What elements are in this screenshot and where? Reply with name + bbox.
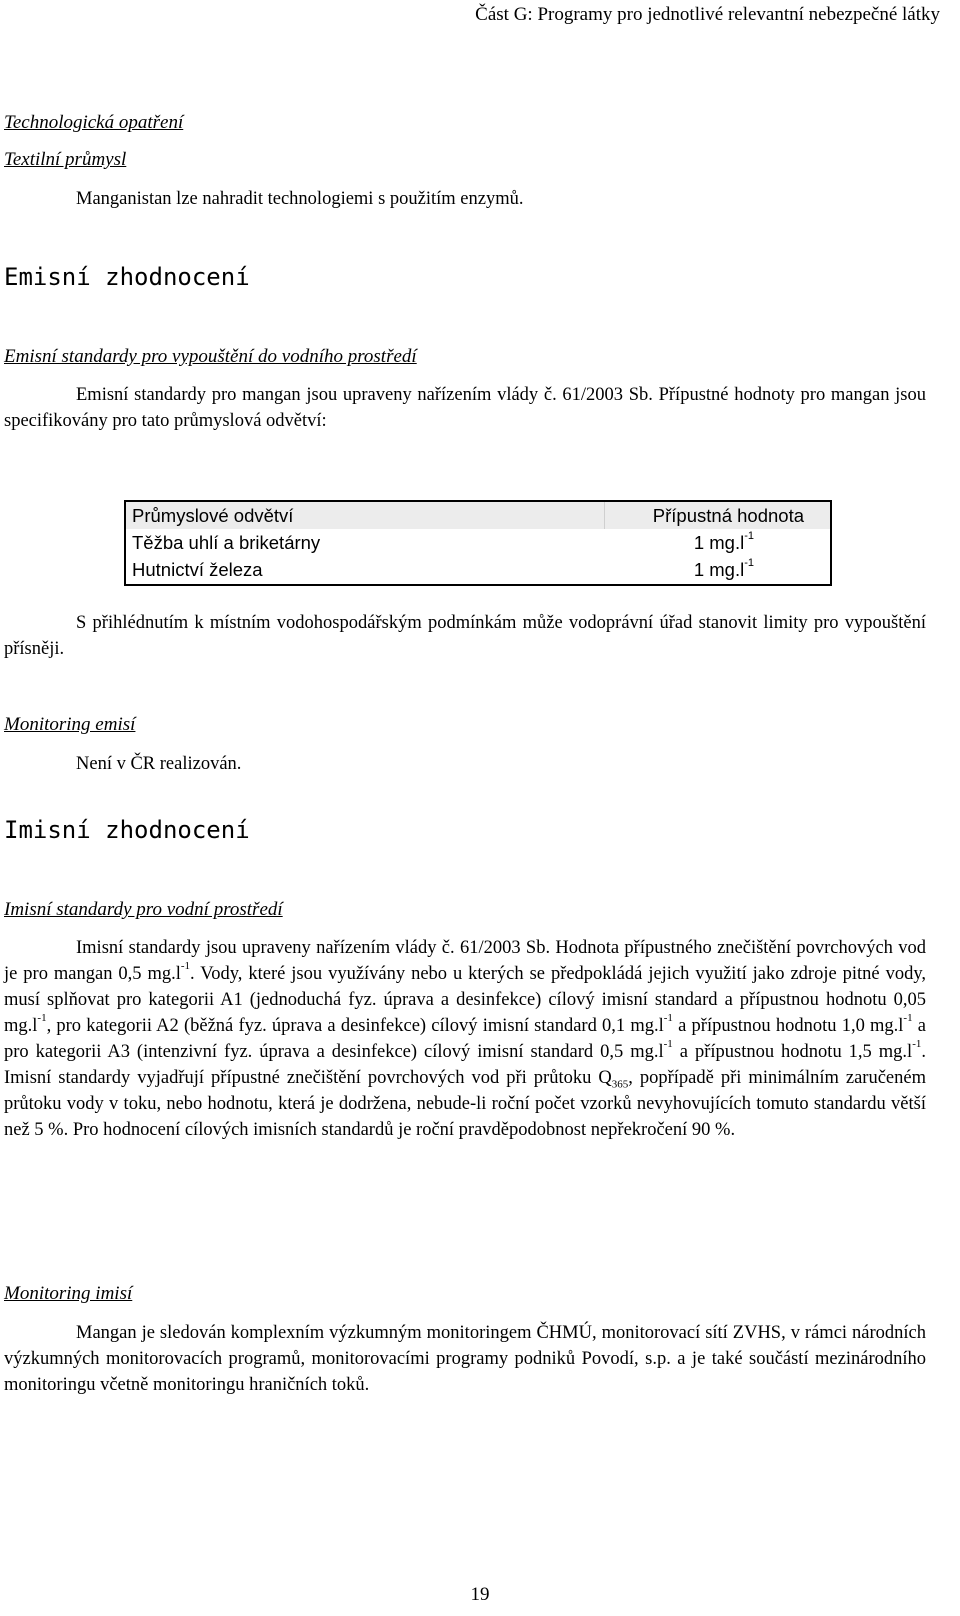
emission-limits-table [124,500,832,586]
table-cell-limit: 1 $mg.l^{-1}$ [693,556,754,580]
paragraph-neni-realizovan: Není v ČR realizován. [76,754,242,774]
subheading-textilni-prumysl: Textilní průmysl [4,149,127,170]
heading-emisni-zhodnoceni: Emisní zhodnocení [4,263,250,291]
table-row [126,529,830,556]
table-column-divider [604,502,605,529]
table-header-limit: Přípustná hodnota [652,505,804,526]
paragraph-emisni-standardy: Emisní standardy pro mangan jsou upraveny nařízením vlády č. 61/2003 Sb. Přípustné hodnoty pro mangan jsou specifikovány pro tato průmyslová odvětví: [4,385,926,431]
table-row [126,556,830,583]
subheading-imisni-standardy: Imisní standardy pro vodní prostředí [4,899,283,920]
table-cell-industry: Těžba uhlí a briketárny [132,532,321,553]
table-header-industry: Průmyslové odvětví [132,505,294,526]
subheading-monitoring-emisi: Monitoring emisí [4,714,136,735]
table-cell-industry: Hutnictví železa [132,559,263,580]
paragraph-manganistan: Manganistan lze nahradit technologiemi s použitím enzymů. [76,189,524,209]
page-header: Část G: Programy pro jednotlivé relevantní nebezpečné látky [475,4,940,25]
paragraph-imisni-standardy: Imisní standardy jsou upraveny nařízením vlády č. 61/2003 Sb. Hodnota přípustného znečištění povrchových vod je pro mangan 0,5 $mg.l^{-1}$. Vody, které jsou využívány nebo u kterých se předpokládá jejich využití jako zdroje pitné vody, musí splňovat pro kategorii A1 (jednoduchá fyz. úprava a desinfekce) cílový imisní standard a přípustnou hodnotu 0,05 $mg.l^{-1}$, pro kategorii A2 (běžná fyz. úprava a desinfekce) cílový imisní standard 0,1 $mg.l^{-1}$ a přípustnou hodnotu 1,0 $mg.l^{-1}$ a pro kategorii A3 (intenzivní fyz. úprava a desinfekce) cílový imisní standard 0,5 $mg.l^{-1}$ a přípustnou hodnotu 1,5 $mg.l^{-1}$. Imisní standardy vyjadřují přípustné znečištění povrchových vod při průtoku $Q_{365}$, popřípadě při minimálním zaručeném průtoku vody v toku, nebo hodnotu, která je dodržena, nebude-li roční počet vzorků nevyhovujících tomuto standardu větší než 5 %. Pro hodnocení cílových imisních standardů je roční pravděpodobnost nepřekročení 90 %. [4,938,926,1140]
paragraph-monitoring-imisi: Mangan je sledován komplexním výzkumným monitoringem ČHMÚ, monitorovací sítí ZVHS, v rámci národních výzkumných monitorovacích programů, monitorovacími programy podniků Povodí, s.p. a je také součástí mezinárodního monitoringu včetně monitoringu hraničních toků. [4,1323,926,1395]
page-number: 19 [470,1584,490,1605]
table-cell-limit: 1 $mg.l^{-1}$ [693,529,754,553]
table-header-row [126,502,830,529]
subheading-emisni-standardy: Emisní standardy pro vypouštění do vodního prostředí [4,346,417,367]
subheading-monitoring-imisi: Monitoring imisí [4,1283,133,1304]
heading-imisni-zhodnoceni: Imisní zhodnocení [4,816,250,844]
subheading-technologicka-opatreni: Technologická opatření [4,112,184,133]
paragraph-vodopravni-urad: S přihlédnutím k místním vodohospodářským podmínkám může vodoprávní úřad stanovit limity pro vypouštění přísněji. [4,613,926,659]
